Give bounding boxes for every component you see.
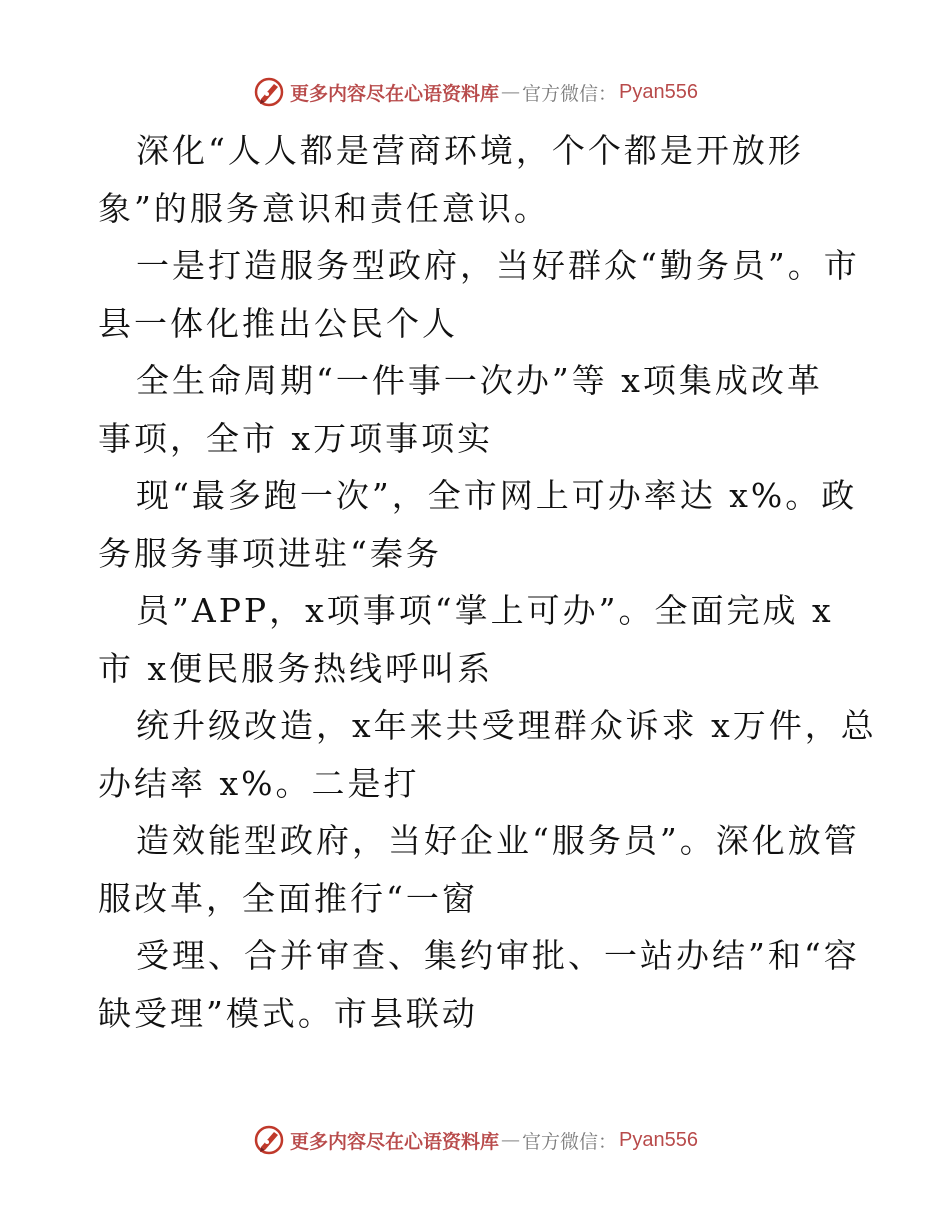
pen-logo-icon bbox=[252, 75, 286, 109]
watermark-wechat-label: 官方微信： bbox=[522, 1130, 618, 1153]
watermark-dash: — bbox=[501, 1129, 521, 1151]
pen-logo-icon bbox=[252, 1123, 286, 1157]
body-line: 象”的服务意识和责任意识。 bbox=[98, 188, 550, 228]
body-line: 办结率 x%。二是打 bbox=[98, 763, 420, 803]
watermark-dash: — bbox=[501, 81, 521, 103]
body-line: 一是打造服务型政府，当好群众“勤务员”。市 bbox=[136, 246, 860, 285]
watermark-site-name: 更多内容尽在心语资料库 bbox=[290, 1130, 500, 1153]
body-line: 事项，全市 x万项事项实 bbox=[98, 418, 494, 458]
watermark-wechat-id: Pyan556 bbox=[619, 80, 698, 103]
body-line: 全生命周期“一件事一次办”等 x项集成改革 bbox=[136, 361, 823, 400]
body-line: 缺受理”模式。市县联动 bbox=[98, 993, 478, 1033]
body-line: 造效能型政府，当好企业“服务员”。深化放管 bbox=[136, 821, 860, 860]
body-line: 深化“人人都是营商环境，个个都是开放形 bbox=[136, 131, 804, 170]
body-line: 员”APP，x项事项“掌上可办”。全面完成 x bbox=[136, 591, 834, 630]
body-line: 务服务事项进驻“秦务 bbox=[98, 533, 442, 573]
header-watermark bbox=[0, 72, 950, 112]
body-line: 县一体化推出公民个人 bbox=[98, 303, 458, 343]
footer-watermark bbox=[0, 1120, 950, 1160]
document-body bbox=[98, 122, 877, 1042]
body-line: 服改革，全面推行“一窗 bbox=[98, 878, 478, 918]
body-line: 市 x便民服务热线呼叫系 bbox=[98, 648, 494, 688]
body-line: 统升级改造，x年来共受理群众诉求 x万件，总 bbox=[136, 706, 877, 745]
watermark-wechat-label: 官方微信： bbox=[522, 82, 618, 105]
body-line: 现“最多跑一次”，全市网上可办率达 x%。政 bbox=[136, 476, 858, 515]
watermark-site-name: 更多内容尽在心语资料库 bbox=[290, 82, 500, 105]
body-line: 受理、合并审查、集约审批、一站办结”和“容 bbox=[136, 936, 860, 975]
watermark-wechat-id: Pyan556 bbox=[619, 1128, 698, 1151]
